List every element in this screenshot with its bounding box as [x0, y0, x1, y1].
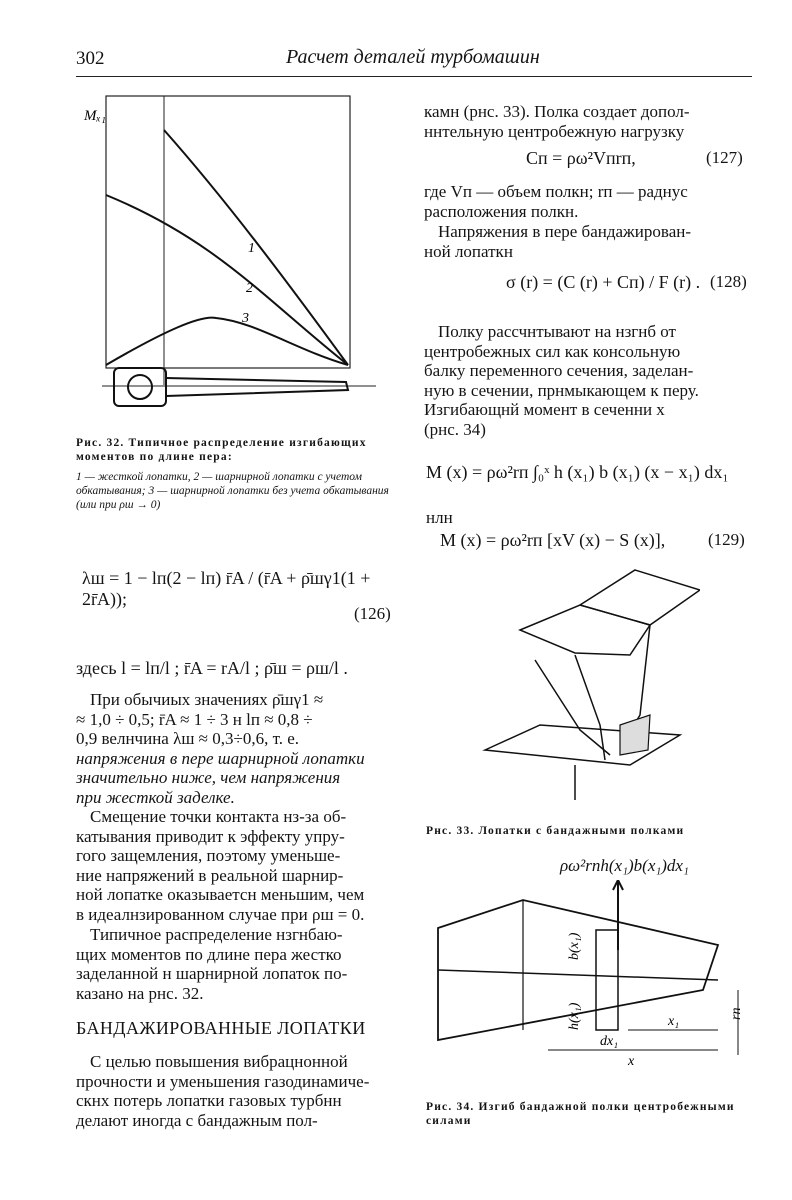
fig32-label-2: 2: [246, 281, 253, 296]
fig34-element-strip: [596, 930, 618, 1030]
fig33-platform: [485, 725, 680, 765]
fig34-label-b: b(x₁): [567, 932, 582, 960]
fig34-caption: Рис. 34. Изгиб бандажной полки центробежными силами: [426, 1101, 735, 1127]
figure-34: [428, 880, 758, 1090]
paragraph-where: где Vп — объем полкн; rп — раднус расположения полкн.: [424, 182, 688, 221]
paragraph-typical-distribution: Типичное распределение нзгнбаю- щих моментов по длине пера жестко заделанной н шарнирной лопаток по- казано на рнс. 32.: [76, 925, 348, 1003]
fig32-frame: [106, 96, 350, 368]
fig32-curve-2: [106, 195, 348, 365]
header-rule: [76, 76, 752, 77]
fig32-hinge-pin: [128, 375, 152, 399]
paragraph-shrouded-intro: С целью повышения вибрацнонной прочности и уменьшения газодинамиче- скнх потерь лопатки газовых турбнн делают иногда с бандажным пол-: [76, 1052, 370, 1130]
fig34-label-rn: rп: [729, 1007, 744, 1020]
paragraph-stresses: Напряжения в пере бандажирован- ной лопаткн: [424, 222, 691, 261]
fig32-blade: [166, 378, 348, 396]
fig34-label-h: h(x₁): [567, 1002, 582, 1030]
fig33-root-block: [620, 715, 650, 755]
fig32-label-3: 3: [242, 311, 249, 326]
fig34-label-dx: dx₁: [600, 1034, 619, 1049]
here-definitions: здесь l = lп/l ; r̄A = rA/l ; ρ̄ш = ρш/l .: [76, 658, 348, 678]
page-number: 302: [76, 48, 105, 69]
fig34-label-x: x: [628, 1054, 635, 1069]
fig32-axis-label: Mₓ₁: [84, 108, 106, 124]
equation-126: λш = 1 − lп(2 − lп) r̄A / (r̄A + ρ̄шγ1(1 + 2r̄A));: [82, 568, 371, 609]
fig34-label-x1: x₁: [668, 1014, 680, 1029]
section-heading: БАНДАЖИРОВАННЫЕ ЛОПАТКИ: [76, 1018, 366, 1038]
paragraph-contact-shift: Смещение точки контакта нз-за об- катывания приводит к эффекту упру- гого защемления, поэтому уменьше- ние напряжений в реальной шарнир- ной лопатке оказываетсн меньшим, чем в идеалнзированном случае при ρш = 0.: [76, 807, 365, 924]
fig33-blade-mid: [575, 655, 605, 760]
equation-128: σ (r) = (C (r) + Cп) / F (r) .: [506, 272, 701, 292]
fig32-curve-1: [164, 130, 348, 365]
running-title: Расчет деталей турбомашин: [286, 46, 540, 68]
equation-127: Cп = ρω²Vпrп,: [526, 148, 636, 168]
fig33-blade-left: [535, 660, 610, 755]
paragraph-calculation: Полку рассчнтывают на нзгнб от центробежных сил как консольную балку переменного сечения, заделан- ную в сечении, прнмыкающем к перу. Изгибающнй момент в сеченни x (рнс. 34): [424, 322, 699, 439]
fig32-curve-3: [106, 318, 348, 365]
word-or: нлн: [426, 508, 453, 527]
fig33-shroud-top: [580, 570, 700, 625]
equation-integral: M (x) = ρω²rп ∫₀ˣ h (x₁) b (x₁) (x − x₁) dx₁: [426, 462, 729, 482]
figure-32: [76, 90, 376, 425]
fig34-mid-edge: [438, 970, 718, 980]
fig33-caption: Рнс. 33. Лопатки с бандажными полками: [426, 825, 685, 837]
fig32-caption-legend: 1 — жесткой лопатки, 2 — шарнирной лопатки с учетом обкатывания; 3 — шарнирной лопатки без учета обкатывания (или при ρш → 0): [76, 471, 389, 511]
equation-129: M (x) = ρω²rп [xV (x) − S (x)],: [440, 530, 666, 550]
fig32-label-1: 1: [248, 241, 255, 256]
equation-128-number: (128): [710, 272, 747, 291]
paragraph-shroud-load: камн (рнс. 33). Полка создает допол- ннтельную центробежную нагрузку: [424, 102, 690, 141]
fig32-caption-title: Рис. 32. Типичное распределение изгибающих моментов по длине пера:: [76, 437, 367, 463]
figure-33: [480, 565, 700, 805]
equation-127-number: (127): [706, 148, 743, 167]
paragraph-values: При обычиых значениях ρ̄шγ1 ≈ ≈ 1,0 ÷ 0,5; r̄A ≈ 1 ÷ 3 н lп ≈ 0,8 ÷ 0,9 велнчина λш ≈ 0,3÷0,6, т. е. напряжения в пере шарнирной лопатки значительно ниже, чем напряжения при жесткой заделке.: [76, 690, 365, 807]
fig33-shroud-left: [520, 605, 650, 655]
equation-129-number: (129): [708, 530, 745, 549]
fig34-formula: ρω²rпh(x₁)b(x₁)dx₁: [560, 856, 689, 875]
fig32-hinge-block: [114, 368, 166, 406]
equation-126-number: (126): [354, 604, 391, 623]
